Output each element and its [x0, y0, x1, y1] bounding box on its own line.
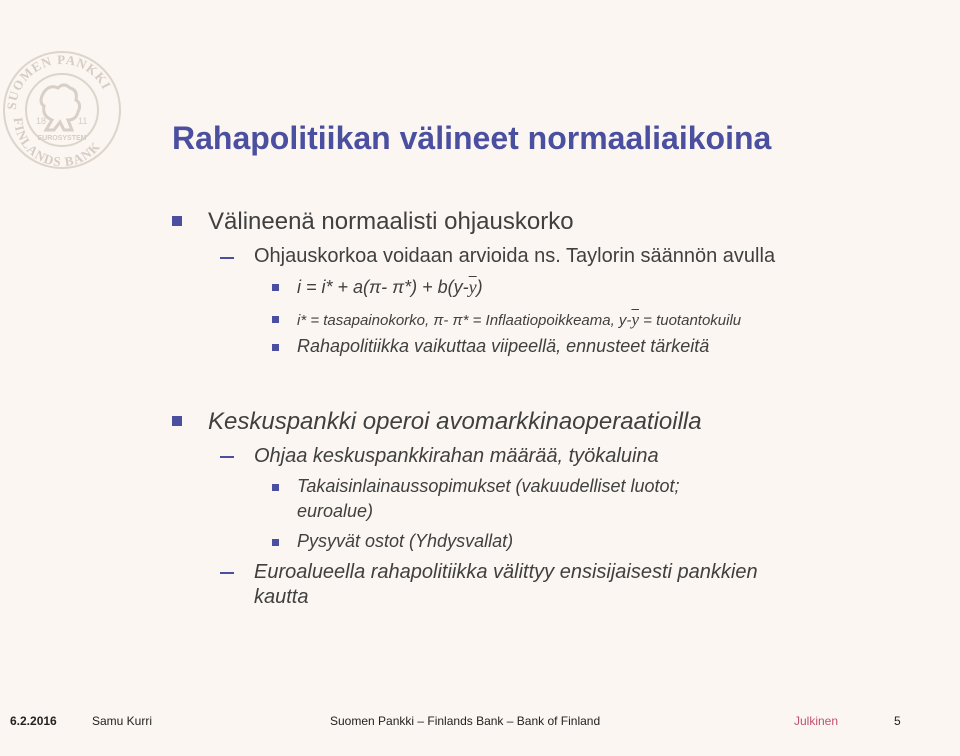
square-bullet-icon — [172, 216, 182, 226]
footer-author: Samu Kurri — [92, 714, 153, 728]
square-bullet-icon — [272, 484, 279, 491]
bullet-2-sub-1: Ohjaa keskuspankkirahan määrää, työkaluina — [254, 445, 659, 467]
dash-bullet-icon — [220, 456, 234, 458]
square-bullet-icon — [272, 539, 279, 546]
taylor-formula-end: ) — [476, 277, 483, 297]
taylor-formula — [297, 277, 483, 298]
square-bullet-icon — [272, 284, 279, 291]
potential-output-symbol: $\overline{y}$ — [468, 277, 477, 297]
footer-date: 6.2.2016 — [10, 714, 57, 728]
bullet-1-text: Välineenä normaalisti ohjauskorko — [208, 208, 574, 235]
square-bullet-icon — [272, 316, 279, 323]
bullet-2-sub-2-line-1: Euroalueella rahapolitiikka välittyy ensisijaisesti pankkien — [254, 561, 758, 583]
seal-year-left: 18 — [36, 116, 47, 126]
bullet-2-sub-point-1-line-1: Takaisinlainaussopimukset (vakuudelliset luotot; — [297, 476, 680, 496]
dash-bullet-icon — [220, 257, 234, 259]
seal-inner-text: EUROSYSTEM — [37, 135, 87, 142]
bullet-2-sub-point-2: Pysyvät ostot (Yhdysvallat) — [297, 531, 514, 551]
seal-bottom-text: FINLANDS BANK — [10, 116, 104, 170]
seal-top-text: SUOMEN PANKKI — [3, 51, 115, 111]
slide-title: Rahapolitiikan välineet normaaliaikoina — [172, 120, 772, 156]
lion-emblem-icon — [41, 85, 80, 130]
seal-year-right: 11 — [78, 116, 88, 126]
square-bullet-icon — [172, 416, 182, 426]
formula-definitions — [297, 310, 741, 330]
footer-organization: Suomen Pankki – Finlands Bank – Bank of Finland — [330, 714, 601, 728]
formula-definitions-b: = tuotantokuilu — [638, 312, 742, 329]
formula-definitions-a: i* = tasapainokorko, π- π* = Inflaatiopoikkeama, y- — [297, 312, 632, 329]
bullet-1-sub-1: Ohjauskorkoa voidaan arvioida ns. Taylorin säännön avulla — [254, 245, 776, 267]
dash-bullet-icon — [220, 572, 234, 574]
footer-page-number: 5 — [894, 714, 901, 728]
bullet-2-text: Keskuspankki operoi avomarkkinaoperaatioilla — [208, 408, 702, 435]
potential-output-symbol: $\overline{y}$ — [631, 310, 639, 329]
bullet-2-sub-point-1-line-2: euroalue) — [297, 501, 374, 521]
taylor-formula-main: i = i* + a(π- π*) + b(y- — [297, 277, 469, 297]
square-bullet-icon — [272, 344, 279, 351]
bullet-1-sub-point-3: Rahapolitiikka vaikuttaa viipeellä, ennusteet tärkeitä — [297, 336, 710, 356]
bullet-2-sub-2-line-2: kautta — [254, 586, 309, 608]
footer-classification: Julkinen — [794, 714, 839, 728]
bank-seal-logo — [0, 48, 124, 172]
